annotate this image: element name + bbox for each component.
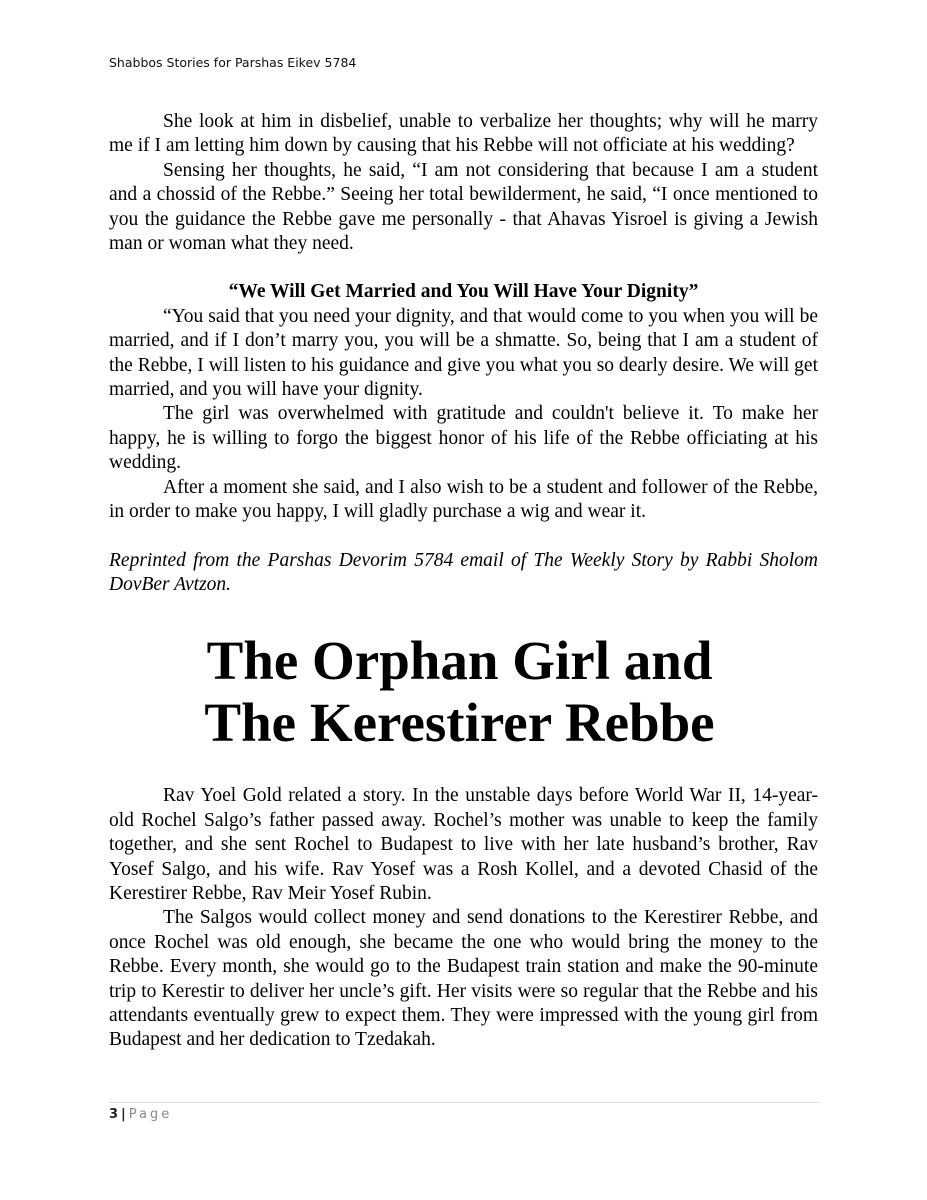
page-body <box>109 110 818 1053</box>
footer-divider <box>109 1102 820 1103</box>
story2-paragraph-2: The Salgos would collect money and send donations to the Kerestirer Rebbe, and once Rochel was old enough, she became the one who would bring the money to the Rebbe. Every month, she would go to the Budapest train station and make the 90-minute trip to Kerestir to deliver her uncle’s gift. Her visits were so regular that the Rebbe and his attendants eventually grew to expect them. They were impressed with the young girl from Budapest and her dedication to Tzedakah. <box>109 907 818 1051</box>
story2-paragraph-1: Rav Yoel Gold related a story. In the unstable days before World War II, 14-year-old Rochel Salgo’s father passed away. Rochel’s mother was unable to keep the family together, and she sent Rochel to Budapest to live with her late husband’s brother, Rav Yosef Salgo, and his wife. Rav Yosef was a Rosh Kollel, and a devoted Chasid of the Kerestirer Rebbe, Rav Meir Yosef Rubin. <box>109 785 818 904</box>
story1-paragraph-3: “You said that you need your dignity, and that would come to you when you will be married, and if I don’t marry you, you will be a shmatte. So, being that I am a student of the Rebbe, I will listen to his guidance and give you what you so dearly desire. We will get married, and you will have your dignity. <box>109 305 818 401</box>
page-footer <box>109 1107 172 1122</box>
story2-title <box>109 630 818 754</box>
story2-title-line-1: The Orphan Girl and <box>206 630 713 692</box>
story1-subheading: “We Will Get Married and You Will Have Your Dignity” <box>228 281 699 303</box>
story1-paragraph-5: After a moment she said, and I also wish to be a student and follower of the Rebbe, in order to make you happy, I will gladly purchase a wig and wear it. <box>109 476 818 523</box>
story1-paragraph-2: Sensing her thoughts, he said, “I am not considering that because I am a student and a chossid of the Rebbe.” Seeing her total bewilderment, he said, “I once mentioned to you the guidance the Rebbe gave me personally - that Ahavas Yisroel is giving a Jewish man or woman what they need. <box>109 159 818 255</box>
running-header: Shabbos Stories for Parshas Eikev 5784 <box>109 55 357 70</box>
page-number: 3 <box>109 1107 119 1122</box>
reprint-credit: Reprinted from the Parshas Devorim 5784 email of The Weekly Story by Rabbi Sholom DovBer Avtzon. <box>109 549 818 595</box>
story2-title-line-2: The Kerestirer Rebbe <box>204 692 715 754</box>
story1-paragraph-1: She look at him in disbelief, unable to verbalize her thoughts; why will he marry me if I am letting him down by causing that his Rebbe will not officiate at his wedding? <box>109 111 818 157</box>
story1-paragraph-4: The girl was overwhelmed with gratitude and couldn't believe it. To make her happy, he is willing to forgo the biggest honor of his life of the Rebbe officiating at his wedding. <box>109 403 818 474</box>
footer-separator: | <box>121 1107 126 1122</box>
page-label: Page <box>128 1107 173 1122</box>
